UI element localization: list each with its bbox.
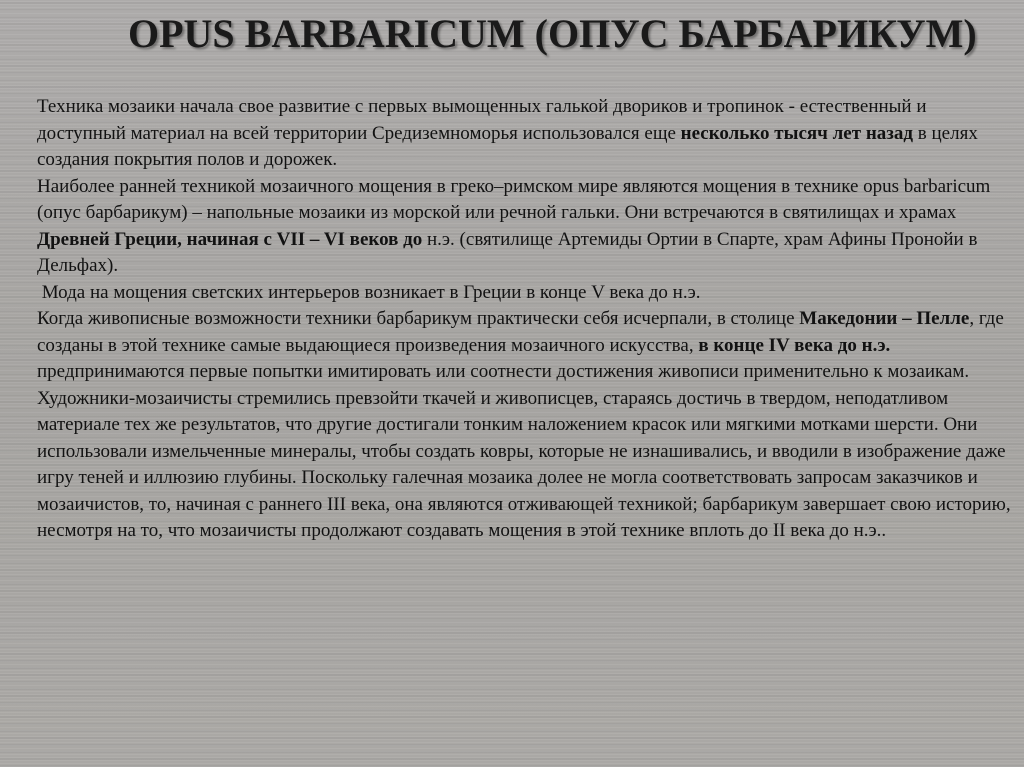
text-segment: Наиболее ранней техникой мозаичного мощения в греко–римском мире являются мощения в технике opus barbaricum (опус барбарикум) – напольные мозаики из морской или речной гальки. Они встречаются в святилищах и храмах: [37, 175, 991, 223]
text-segment: Мода на мощения светских интерьеров возникает в Греции в конце V века до н.э.: [37, 281, 701, 303]
text-segment: предпринимаются первые попытки имитировать или соотнести достижения живописи применительно к мозаикам. Художники-мозаичисты стремились превзойти ткачей и живописцев, стараясь достичь в твердом, неподатливом материале тех же результатов, что другие достигали тонким наложением красок или мягкими мотками шерсти. Они использовали измельченные минералы, чтобы создать ковры, которые не изнашивались, и вводили в изображение даже игру теней и иллюзию глубины. Поскольку галечная мозаика долее не могла соответствовать запросам заказчиков и мозаичистов, то, начиная с раннего III века, она являются отживающей техникой; барбарикум завершает свою историю, несмотря на то, что мозаичисты продолжают создавать мощения в этой технике вплоть до II века до н.э..: [37, 361, 1011, 541]
text-segment: н.э. (святилище Артемиды Ортии в Спарте, храм Афины Пронойи в Дельфах).: [37, 228, 978, 276]
paragraph-macedonia: [37, 306, 1012, 545]
paragraph-earliest-technique: [37, 174, 1012, 280]
text-segment: Техника мозаики начала свое развитие с первых вымощенных галькой двориков и тропинок - естественный и доступный материал на всей территории Средиземноморья использовался еще: [37, 96, 927, 144]
bold-segment: несколько тысяч лет назад: [680, 122, 914, 144]
text-segment: Когда живописные возможности техники барбарикум практически себя исчерпали, в столице: [37, 308, 800, 329]
bold-segment: Древней Греции, начиная с VII – VI веков до: [37, 228, 423, 250]
paragraph-origins: [37, 94, 1012, 174]
bold-segment: в конце IV века до н.э.: [698, 334, 891, 356]
bold-segment: Македонии – Пелле: [799, 308, 970, 329]
slide-body: [37, 94, 1012, 545]
paragraph-fashion: [37, 280, 1012, 307]
text-segment: в целях создания покрытия полов и дорожек.: [37, 122, 978, 170]
text-segment: , где созданы в этой технике самые выдающиеся произведения мозаичного искусства,: [37, 308, 1004, 356]
slide-title: OPUS BARBARICUM (ОПУС БАРБАРИКУМ): [128, 11, 977, 56]
